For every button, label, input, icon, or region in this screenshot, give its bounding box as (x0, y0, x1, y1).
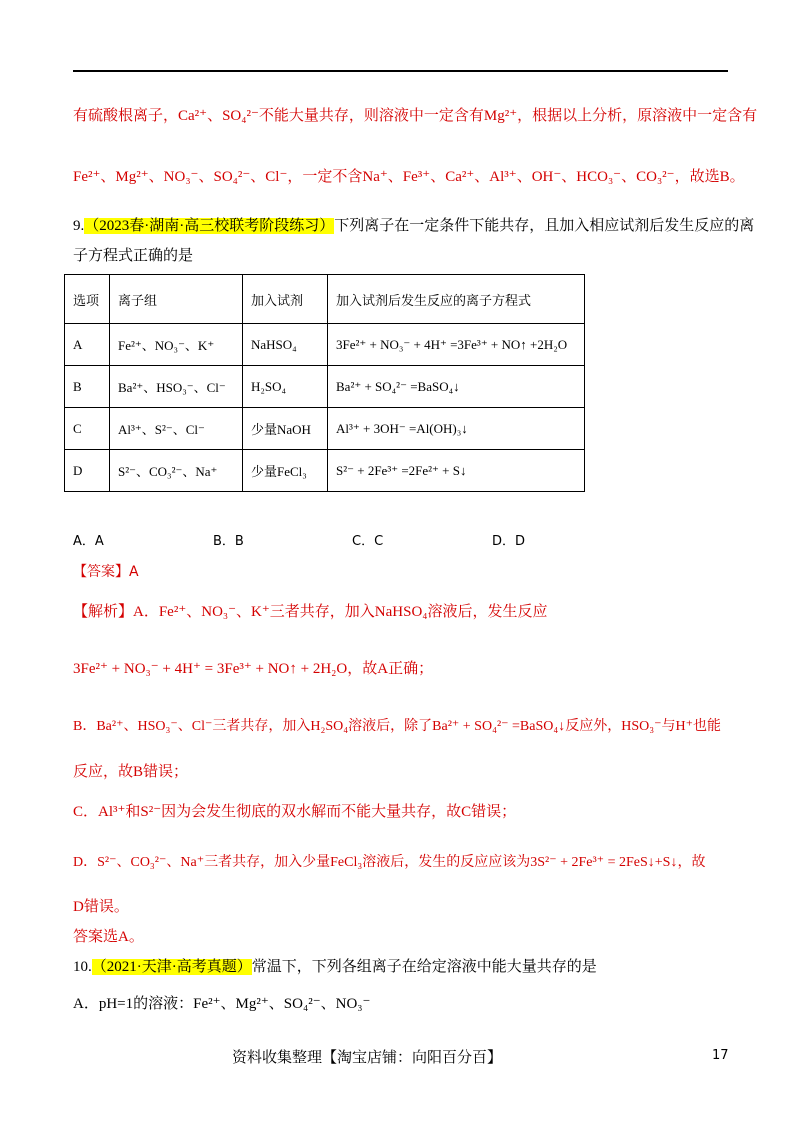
analysis-c-line: C．Al³⁺和S²⁻因为会发生彻底的双水解而不能大量共存，故C错误； (73, 804, 517, 820)
header-rule (73, 70, 728, 72)
prev-answer-line1: 有硫酸根离子，Ca²⁺、SO₄²⁻不能大量共存，则溶液中一定含有Mg²⁺，根据以上分析，原溶液中一定含有 (73, 108, 758, 124)
table-header-cell: 加入试剂 (243, 275, 328, 324)
ionic-equation: Ba²⁺ + SO₄²⁻ =BaSO₄↓ (328, 366, 585, 408)
stem-text: 下列离子在一定条件下能共存，且加入相应试剂后发生反应的离 (334, 218, 755, 234)
choice-d: D．D (492, 534, 526, 549)
ion-group: Ba²⁺、HSO₃⁻、Cl⁻ (110, 366, 243, 408)
table-header-row (65, 275, 585, 324)
analysis-b-line1: B．Ba²⁺、HSO₃⁻、Cl⁻三者共存，加入H₂SO₄溶液后，除了Ba²⁺ + SO₄²⁻ =BaSO₄↓反应外，HSO₃⁻与H⁺也能 (73, 719, 722, 734)
option-label: A (65, 324, 110, 366)
ionic-equation: S²⁻ + 2Fe³⁺ =2Fe²⁺ + S↓ (328, 450, 585, 492)
reagent: 少量NaOH (243, 408, 328, 450)
question-number: 10. (73, 959, 92, 975)
prev-answer-line2: Fe²⁺、Mg²⁺、NO₃⁻、SO₄²⁻、Cl⁻，一定不含Na⁺、Fe³⁺、Ca²⁺、Al³⁺、OH⁻、HCO₃⁻、CO₃²⁻，故选B。 (73, 169, 745, 185)
question-10-stem (73, 955, 597, 976)
ion-group: S²⁻、CO₃²⁻、Na⁺ (110, 450, 243, 492)
source-tag: （2021·天津·高考真题） (91, 959, 252, 975)
ion-group: Fe²⁺、NO₃⁻、K⁺ (110, 324, 243, 366)
table-row (65, 450, 585, 492)
analysis-d-line2: D错误。 (73, 899, 129, 915)
table-header-cell: 离子组 (110, 275, 243, 324)
analysis-a-line2: 3Fe²⁺ + NO₃⁻ + 4H⁺ = 3Fe³⁺ + NO↑ + 2H₂O，故A正确； (73, 661, 434, 677)
page-number: 17 (712, 1048, 729, 1063)
table-row (65, 366, 585, 408)
ionic-equation: 3Fe²⁺ + NO₃⁻ + 4H⁺ =3Fe³⁺ + NO↑ +2H₂O (328, 324, 585, 366)
question-9-stem-line2: 子方程式正确的是 (73, 248, 194, 264)
question-9-stem-line1 (73, 214, 754, 235)
option-label: D (65, 450, 110, 492)
ion-group: Al³⁺、S²⁻、Cl⁻ (110, 408, 243, 450)
reagent: NaHSO₄ (243, 324, 328, 366)
question-number: 9. (73, 218, 85, 234)
reagent: H₂SO₄ (243, 366, 328, 408)
table-row (65, 408, 585, 450)
question-10-option-a: A．pH=1的溶液：Fe²⁺、Mg²⁺、SO₄²⁻、NO₃⁻ (73, 996, 371, 1012)
analysis-d-line1: D．S²⁻、CO₃²⁻、Na⁺三者共存，加入少量FeCl₃溶液后，发生的反应应该为3S²⁻ + 2Fe³⁺ = 2FeS↓+S↓，故 (73, 855, 706, 870)
option-label: B (65, 366, 110, 408)
answer: 【答案】A (73, 564, 139, 580)
table-header-cell: 加入试剂后发生反应的离子方程式 (328, 275, 585, 324)
table-header-cell: 选项 (65, 275, 110, 324)
choice-b: B．B (213, 534, 244, 549)
choice-a: A．A (73, 534, 104, 549)
analysis-a-line1: 【解析】A．Fe²⁺、NO₃⁻、K⁺三者共存，加入NaHSO₄溶液后，发生反应 (73, 604, 548, 620)
footer-text: 资料收集整理【淘宝店铺：向阳百分百】 (232, 1050, 503, 1066)
analysis-conclusion: 答案选A。 (73, 929, 144, 945)
table-row (65, 324, 585, 366)
source-tag: （2023春·湖南·高三校联考阶段练习） (84, 218, 335, 234)
analysis-b-line2: 反应，故B错误； (73, 764, 189, 780)
ionic-equation: Al³⁺ + 3OH⁻ =Al(OH)₃↓ (328, 408, 585, 450)
choice-c: C．C (352, 534, 384, 549)
question-9-table (64, 274, 585, 492)
option-label: C (65, 408, 110, 450)
reagent: 少量FeCl₃ (243, 450, 328, 492)
stem-text: 常温下，下列各组离子在给定溶液中能大量共存的是 (251, 959, 597, 975)
